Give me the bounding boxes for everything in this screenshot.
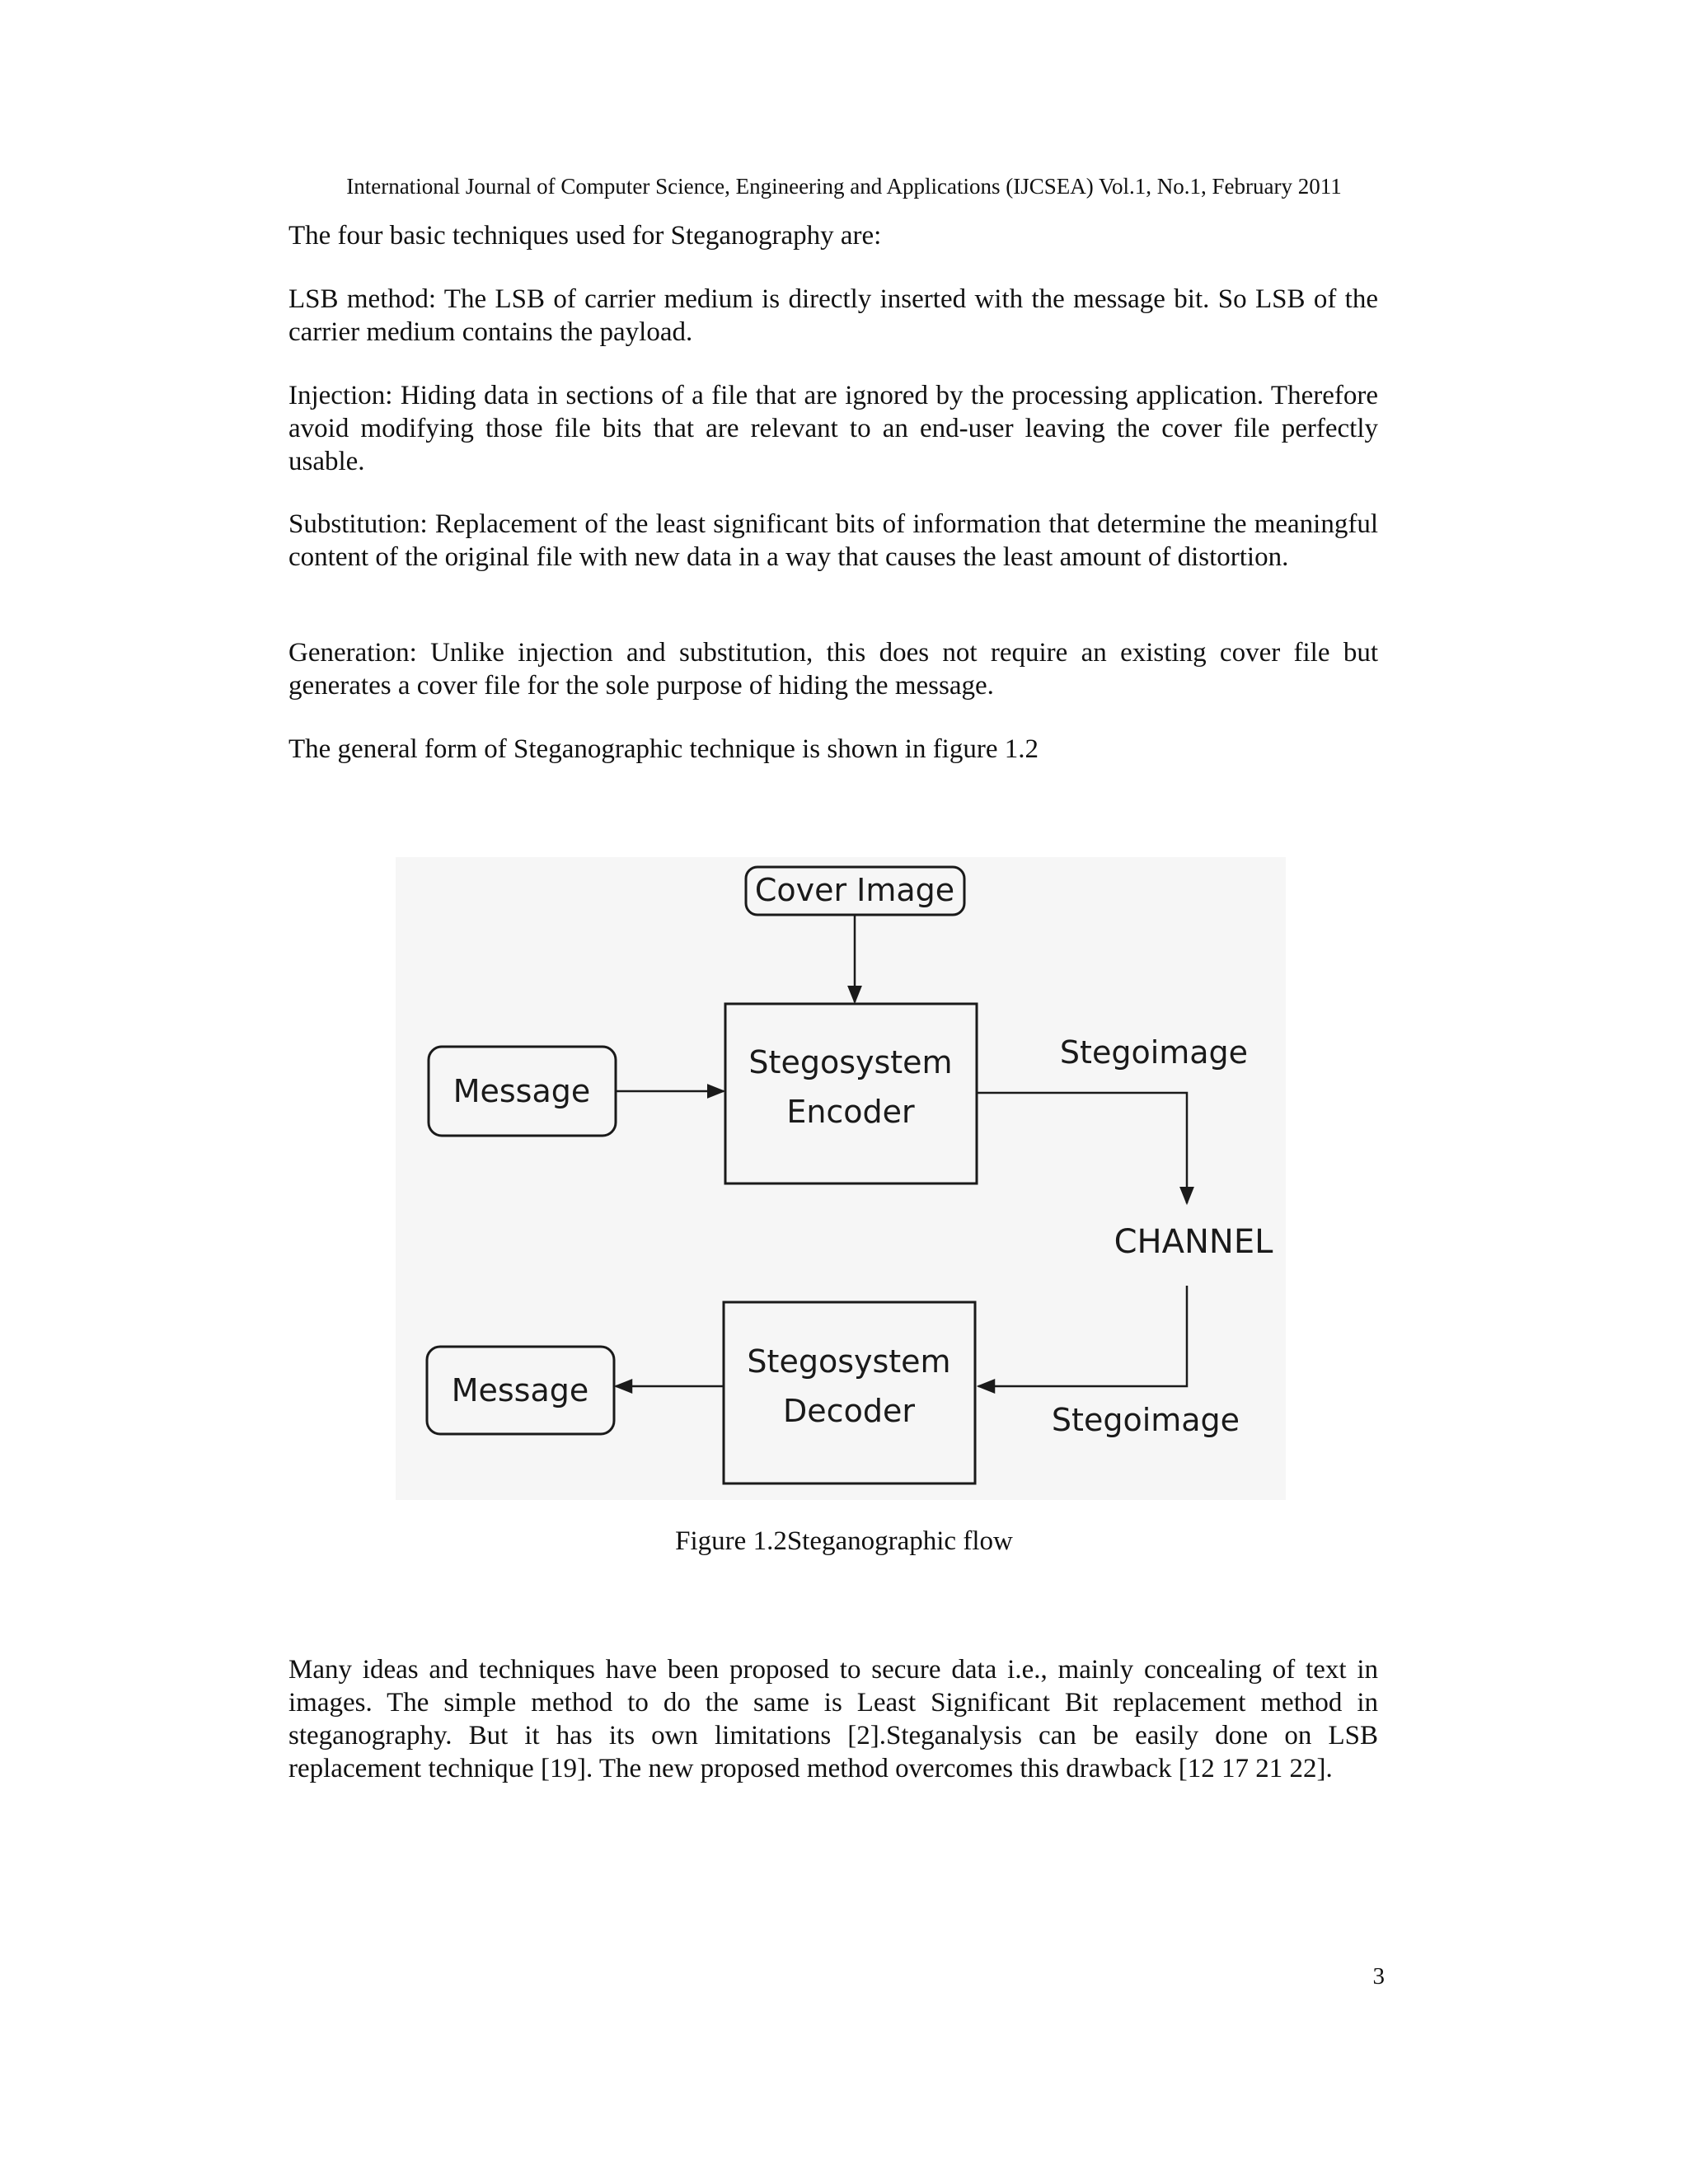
figure-caption: Figure 1.2Steganographic flow bbox=[675, 1526, 1013, 1556]
cover-image-label: Cover Image bbox=[754, 872, 955, 908]
paragraph-injection: Injection: Hiding data in sections of a file that are ignored by the processing application. Therefore avoid modifying those file bits that are relevant to an end-user leaving the cover file perfectly usable. bbox=[288, 381, 1378, 476]
page-number: 3 bbox=[1372, 1963, 1385, 1990]
channel-label: CHANNEL bbox=[1114, 1223, 1273, 1261]
decoder-label-line2: Decoder bbox=[783, 1393, 915, 1429]
paragraph-proposed-method: Many ideas and techniques have been proposed to secure data i.e., mainly concealing of text in images. The simple method to do the same is Least Significant Bit replacement method in steganography. But it has its own limitations [2].Steganalysis can be easily done on LSB replacement technique [19]. The new proposed method overcomes this drawback [12 17 21 22]. bbox=[288, 1655, 1378, 1783]
paragraph-substitution: Substitution: Replacement of the least significant bits of information that determine the meaningful content of the original file with new data in a way that causes the least amount of distortion. bbox=[288, 509, 1378, 572]
steganographic-flow-diagram bbox=[396, 857, 1286, 1500]
paragraph-figure-reference: The general form of Steganographic technique is shown in figure 1.2 bbox=[288, 734, 1039, 764]
message-input-label: Message bbox=[452, 1073, 591, 1109]
journal-header: International Journal of Computer Science, Engineering and Applications (IJCSEA) Vol.1, No.1, February 2011 bbox=[346, 174, 1342, 199]
flow-diagram-svg bbox=[396, 857, 1286, 1500]
paragraph-generation: Generation: Unlike injection and substitution, this does not require an existing cover file but generates a cover file for the sole purpose of hiding the message. bbox=[288, 638, 1378, 701]
arrow-channel-to-decoder bbox=[978, 1286, 1187, 1386]
arrow-encoder-to-channel bbox=[977, 1093, 1187, 1203]
stegoimage-top-label: Stegoimage bbox=[1059, 1034, 1249, 1071]
encoder-label-line1: Stegosystem bbox=[748, 1044, 953, 1080]
message-output-label: Message bbox=[451, 1372, 589, 1408]
paragraph-lsb-method: LSB method: The LSB of carrier medium is directly inserted with the message bit. So LSB of the carrier medium contains the payload. bbox=[288, 284, 1378, 347]
decoder-label-line1: Stegosystem bbox=[747, 1343, 951, 1380]
intro-sentence: The four basic techniques used for Steganography are: bbox=[288, 221, 882, 251]
stegoimage-bottom-label: Stegoimage bbox=[1051, 1402, 1240, 1438]
encoder-label-line2: Encoder bbox=[786, 1094, 915, 1130]
